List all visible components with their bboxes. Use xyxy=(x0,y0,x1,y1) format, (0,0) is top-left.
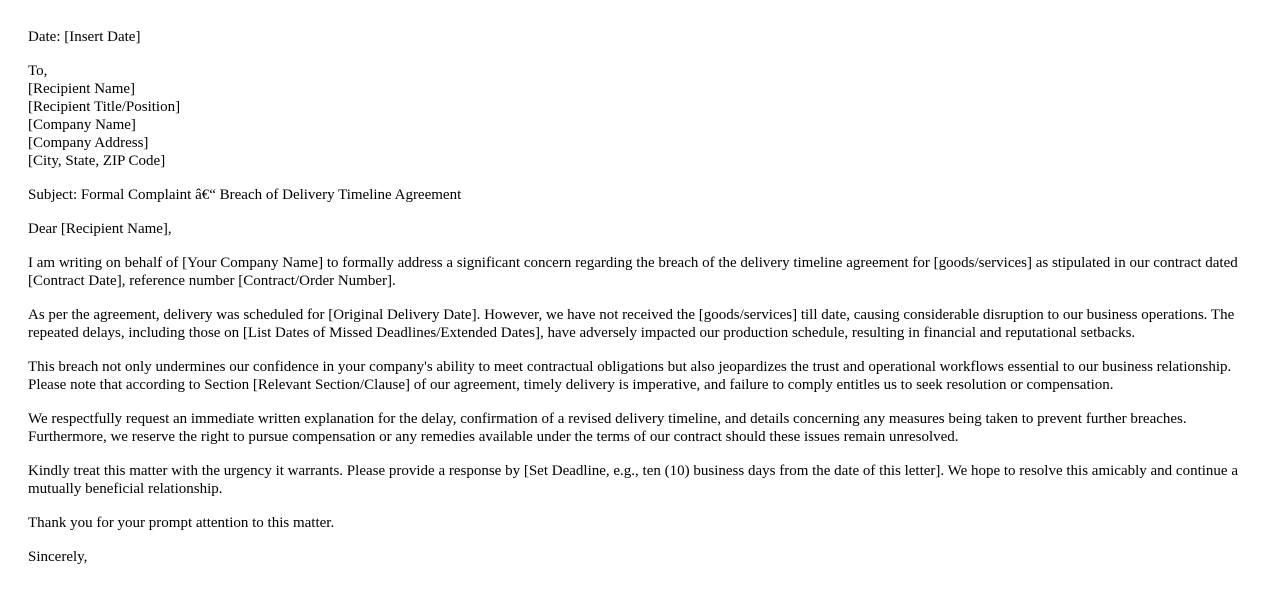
date-line: Date: [Insert Date] xyxy=(28,29,141,45)
recipient-to: To, xyxy=(28,63,48,79)
recipient-company: [Company Name] xyxy=(28,117,136,133)
body-paragraph: Kindly treat this matter with the urgency it warrants. Please provide a response by [Set Deadline, e.g., ten (10) business days from the date of this letter]. We hope to resolve this amicably and continue a mutually beneficial relationship. xyxy=(28,463,1238,497)
recipient-name: [Recipient Name] xyxy=(28,81,136,97)
body-paragraph: We respectfully request an immediate written explanation for the delay, confirmation of a revised delivery timeline, and details concerning any measures being taken to prevent further breaches. Furthermore, we reserve the right to pursue compensation or any remedies available under the terms of our contract should these issues remain unresolved. xyxy=(28,411,1187,445)
recipient-address-block xyxy=(28,62,1254,170)
subject-line: Subject: Formal Complaint â€“ Breach of Delivery Timeline Agreement xyxy=(28,187,462,203)
salutation: Dear [Recipient Name], xyxy=(28,221,172,237)
body-paragraph: I am writing on behalf of [Your Company Name] to formally address a significant concern regarding the breach of the delivery timeline agreement for [goods/services] as stipulated in our contract dated [Contract Date], reference number [Contract/Order Number]. xyxy=(28,255,1238,289)
body-paragraph: This breach not only undermines our confidence in your company's ability to meet contractual obligations but also jeopardizes the trust and operational workflows essential to our business relationship. Please note that according to Section [Relevant Section/Clause] of our agreement, timely delivery is imperative, and failure to comply entitles us to seek resolution or compensation. xyxy=(28,359,1232,393)
recipient-title: [Recipient Title/Position] xyxy=(28,99,181,115)
closing: Sincerely, xyxy=(28,549,88,565)
recipient-city: [City, State, ZIP Code] xyxy=(28,153,166,169)
recipient-address: [Company Address] xyxy=(28,135,149,151)
letter-document xyxy=(28,28,1254,582)
body-paragraph: Thank you for your prompt attention to this matter. xyxy=(28,515,335,531)
body-paragraph: As per the agreement, delivery was scheduled for [Original Delivery Date]. However, we have not received the [goods/services] till date, causing considerable disruption to our business operations. The repeated delays, including those on [List Dates of Missed Deadlines/Extended Dates], have adversely impacted our production schedule, resulting in financial and reputational setbacks. xyxy=(28,307,1235,341)
